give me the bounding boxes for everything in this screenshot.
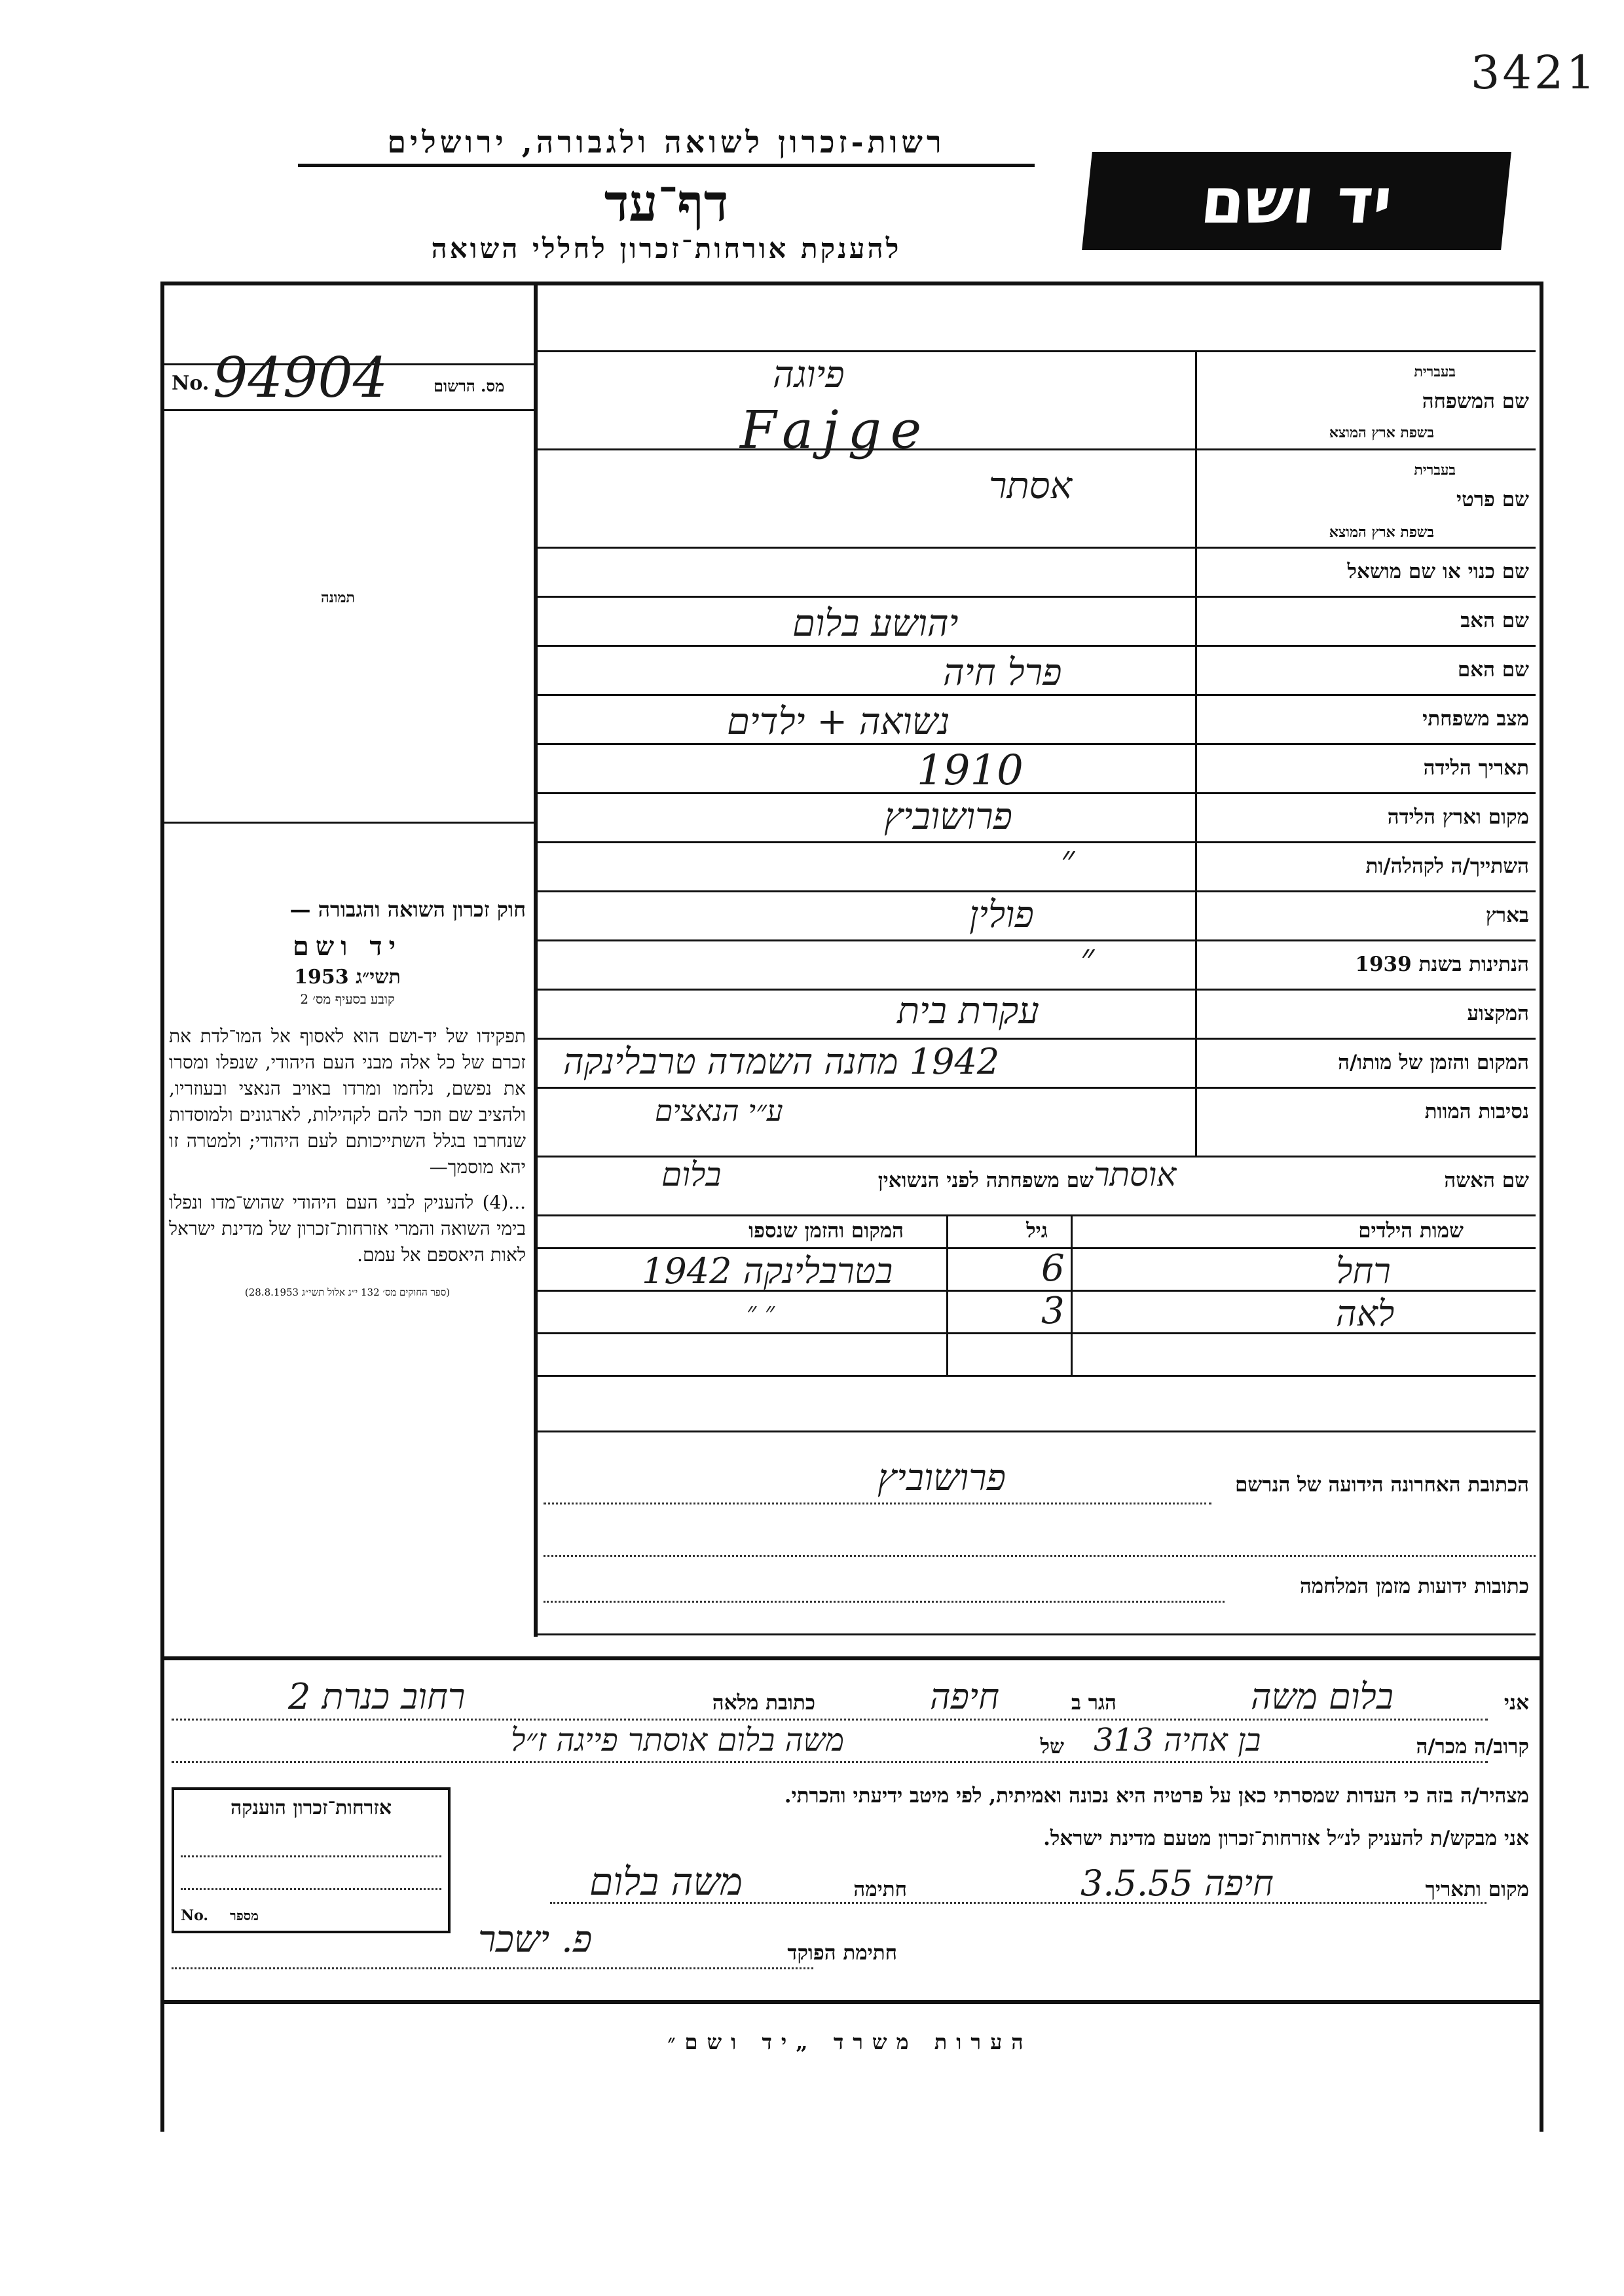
mother-value: פרל חיה	[943, 651, 1062, 694]
death-circumstances-value: ע״י הנאצים	[655, 1095, 783, 1128]
relation-of-label: של	[1040, 1735, 1064, 1758]
community-value: ״	[1061, 838, 1075, 881]
form-subtitle: להענקת אורחות־זכרון לחללי השואה	[431, 232, 902, 264]
declarant-resides-label: הגר ב	[1071, 1691, 1116, 1715]
child-2-age: 3	[1041, 1290, 1065, 1332]
spouse-maiden-value: בלום	[661, 1156, 722, 1194]
birth-place-value: פרושוביץ	[884, 795, 1012, 838]
law-clause: ...(4) להעניק לבני העם היהודי שהוש־מדו ונפלו בימי השואה והמרי אזרחות־זכרון של מדינת ישראל לאות היאספם אל עמם.	[169, 1192, 526, 1266]
registration-number: 94904	[213, 346, 388, 410]
child-1-age: 6	[1041, 1247, 1065, 1290]
children-names-header: שמות הילדים	[1358, 1219, 1464, 1243]
children-age-header: גיל	[1026, 1219, 1048, 1243]
declarant-city: חיפה	[930, 1676, 1000, 1717]
death-value: 1942 מחנה השמדה טרבלינקה	[563, 1041, 1000, 1082]
relation-of-value: משה בלום אוסתר פייגה ז״ל	[511, 1722, 845, 1758]
law-year: תשי״ג 1953	[294, 966, 401, 989]
request-text: אני מבקש/ת להעניק לנ״ל אזרחות־זכרון מטעם מדינת ישראל.	[1043, 1827, 1529, 1850]
country-value: פולין	[969, 894, 1034, 936]
nickname-label: שם כנוי או שם מושאל	[1347, 560, 1529, 583]
war-address-label: כתובות ידועות מזמן המלחמה	[1299, 1575, 1529, 1598]
declarant-address: רחוב כנרת 2	[288, 1676, 466, 1717]
spouse-maiden-label: שם משפחתה לפני הנשואין	[877, 1169, 1094, 1192]
logo-text: יד ושם	[1197, 164, 1396, 238]
birth-date-value: 1910	[917, 746, 1024, 795]
death-circumstances-label: נסיבות המוות	[1424, 1100, 1529, 1123]
last-address-label: הכתובת האחרונה הידועה של הנרשם	[1234, 1473, 1529, 1497]
spouse-label: שם האשה	[1444, 1169, 1529, 1192]
place-date-label: מקום ותאריך	[1425, 1878, 1529, 1901]
first-name-label: שם פרטי	[1456, 488, 1529, 511]
father-label: שם האב	[1460, 609, 1529, 632]
law-text: תפקידו של יד-ושם הוא לאסוף אל המו־לדת את זכרם של כל אלה מבני העם היהודי, שנפלו ומסרו את נפשם, נלחמו ומרדו באויב הנאצי ובעוזריו, ולהציב שם וזכר להם לקהילות, לארגונים ולמוסדות שנחרבו בגלל השתייכותם לעם היהודי; ולמטרה זו יהא מוסמך—	[169, 1025, 526, 1178]
declaration-text: מצהיר/ה בזה כי העדות שמסרתי כאן על פרטיה היא נכונה ואמיתית, לפי מיטב ידיעתי והכרתי.	[784, 1784, 1529, 1808]
certificate-title: אזרחות־זכרון הוענקה	[230, 1796, 392, 1819]
relation-value: בן אחיה 313	[1094, 1722, 1261, 1758]
profession-value: עקרת בית	[897, 990, 1039, 1032]
family-name-label: שם המשפחה	[1422, 390, 1529, 413]
child-1-place: בטרבלינקה 1942	[642, 1250, 893, 1292]
marital-value: נשואה + ילדים	[727, 701, 950, 743]
photo-label: תמונה	[321, 589, 355, 606]
signature-value: משה בלום	[589, 1859, 743, 1904]
form-title: דף־עד	[604, 173, 729, 233]
place-date-value: חיפה 3.5.55	[1080, 1863, 1274, 1904]
profession-label: המקצוע	[1467, 1002, 1529, 1025]
mother-label: שם האם	[1457, 658, 1529, 682]
law-section-ref: קובע בסעיף מס׳ 2	[300, 991, 395, 1007]
child-2-name: לאה	[1336, 1293, 1395, 1334]
relation-label: קרוב/ה מכר/ה	[1416, 1735, 1529, 1758]
declarant-i-label: אני	[1504, 1691, 1529, 1715]
first-sub-local: בשפת ארץ המוצא	[1329, 524, 1434, 541]
authority-title: רשות-זכרון לשואה ולגבורה, ירושלים	[298, 124, 1035, 167]
law-name: יד ושם	[292, 931, 403, 962]
law-title: חוק זכרון השואה והגבורה —	[289, 897, 526, 922]
country-label: בארץ	[1485, 903, 1529, 927]
family-sub-local: בשפת ארץ המוצא	[1329, 424, 1434, 441]
children-place-header: המקום והזמן שנספו	[748, 1219, 904, 1243]
birth-place-label: מקום וארץ הלידה	[1387, 805, 1529, 829]
spouse-value: אוסתר	[1094, 1156, 1177, 1194]
citizenship-label: הנתינות בשנת 1939	[1355, 953, 1529, 976]
community-label: השתייך/ה לקהלה/ות	[1365, 854, 1529, 878]
family-sub-hebrew: בעברית	[1414, 363, 1456, 380]
declarant-address-label: כתובת מלאה	[712, 1691, 815, 1715]
certificate-no-label: No.	[181, 1907, 209, 1924]
registration-label: מס. הרשום	[434, 376, 505, 395]
family-name-hebrew: פיוגה	[773, 354, 845, 396]
child-1-name: רחל	[1336, 1250, 1391, 1292]
father-value: יהושע בלום	[792, 602, 959, 645]
last-address-value: פרושוביץ	[877, 1457, 1006, 1499]
certificate-number-label: מספר	[230, 1908, 259, 1923]
first-sub-hebrew: בעברית	[1414, 462, 1456, 479]
officer-label: חתימת הפוקד	[787, 1941, 897, 1965]
registration-no-label: No.	[172, 372, 210, 395]
declarant-name: בלום משה	[1251, 1676, 1393, 1717]
family-name-local: Fajge	[740, 399, 931, 460]
birth-date-label: תאריך הלידה	[1423, 756, 1529, 780]
law-section	[169, 897, 526, 1299]
marital-label: מצב משפחתי	[1422, 707, 1529, 731]
office-notes-label: הערות משרד „יד ושם״	[667, 2030, 1033, 2054]
citizenship-value: ״	[1080, 936, 1095, 979]
child-2-place: ״ ״	[747, 1297, 775, 1327]
officer-signature: פ. ישכר	[478, 1918, 593, 1961]
page-number: 3421	[1470, 46, 1598, 100]
death-label: המקום והזמן של מותו/ה	[1338, 1051, 1529, 1074]
first-name-value: אסתר	[989, 465, 1073, 507]
law-citation: (ספר החוקים מס׳ 132 י״ג אלול תשי״ג 28.8.1953)	[244, 1286, 451, 1298]
yad-vashem-logo	[1082, 152, 1511, 250]
certificate-box	[172, 1787, 451, 1933]
signature-label: חתימה	[853, 1878, 907, 1901]
